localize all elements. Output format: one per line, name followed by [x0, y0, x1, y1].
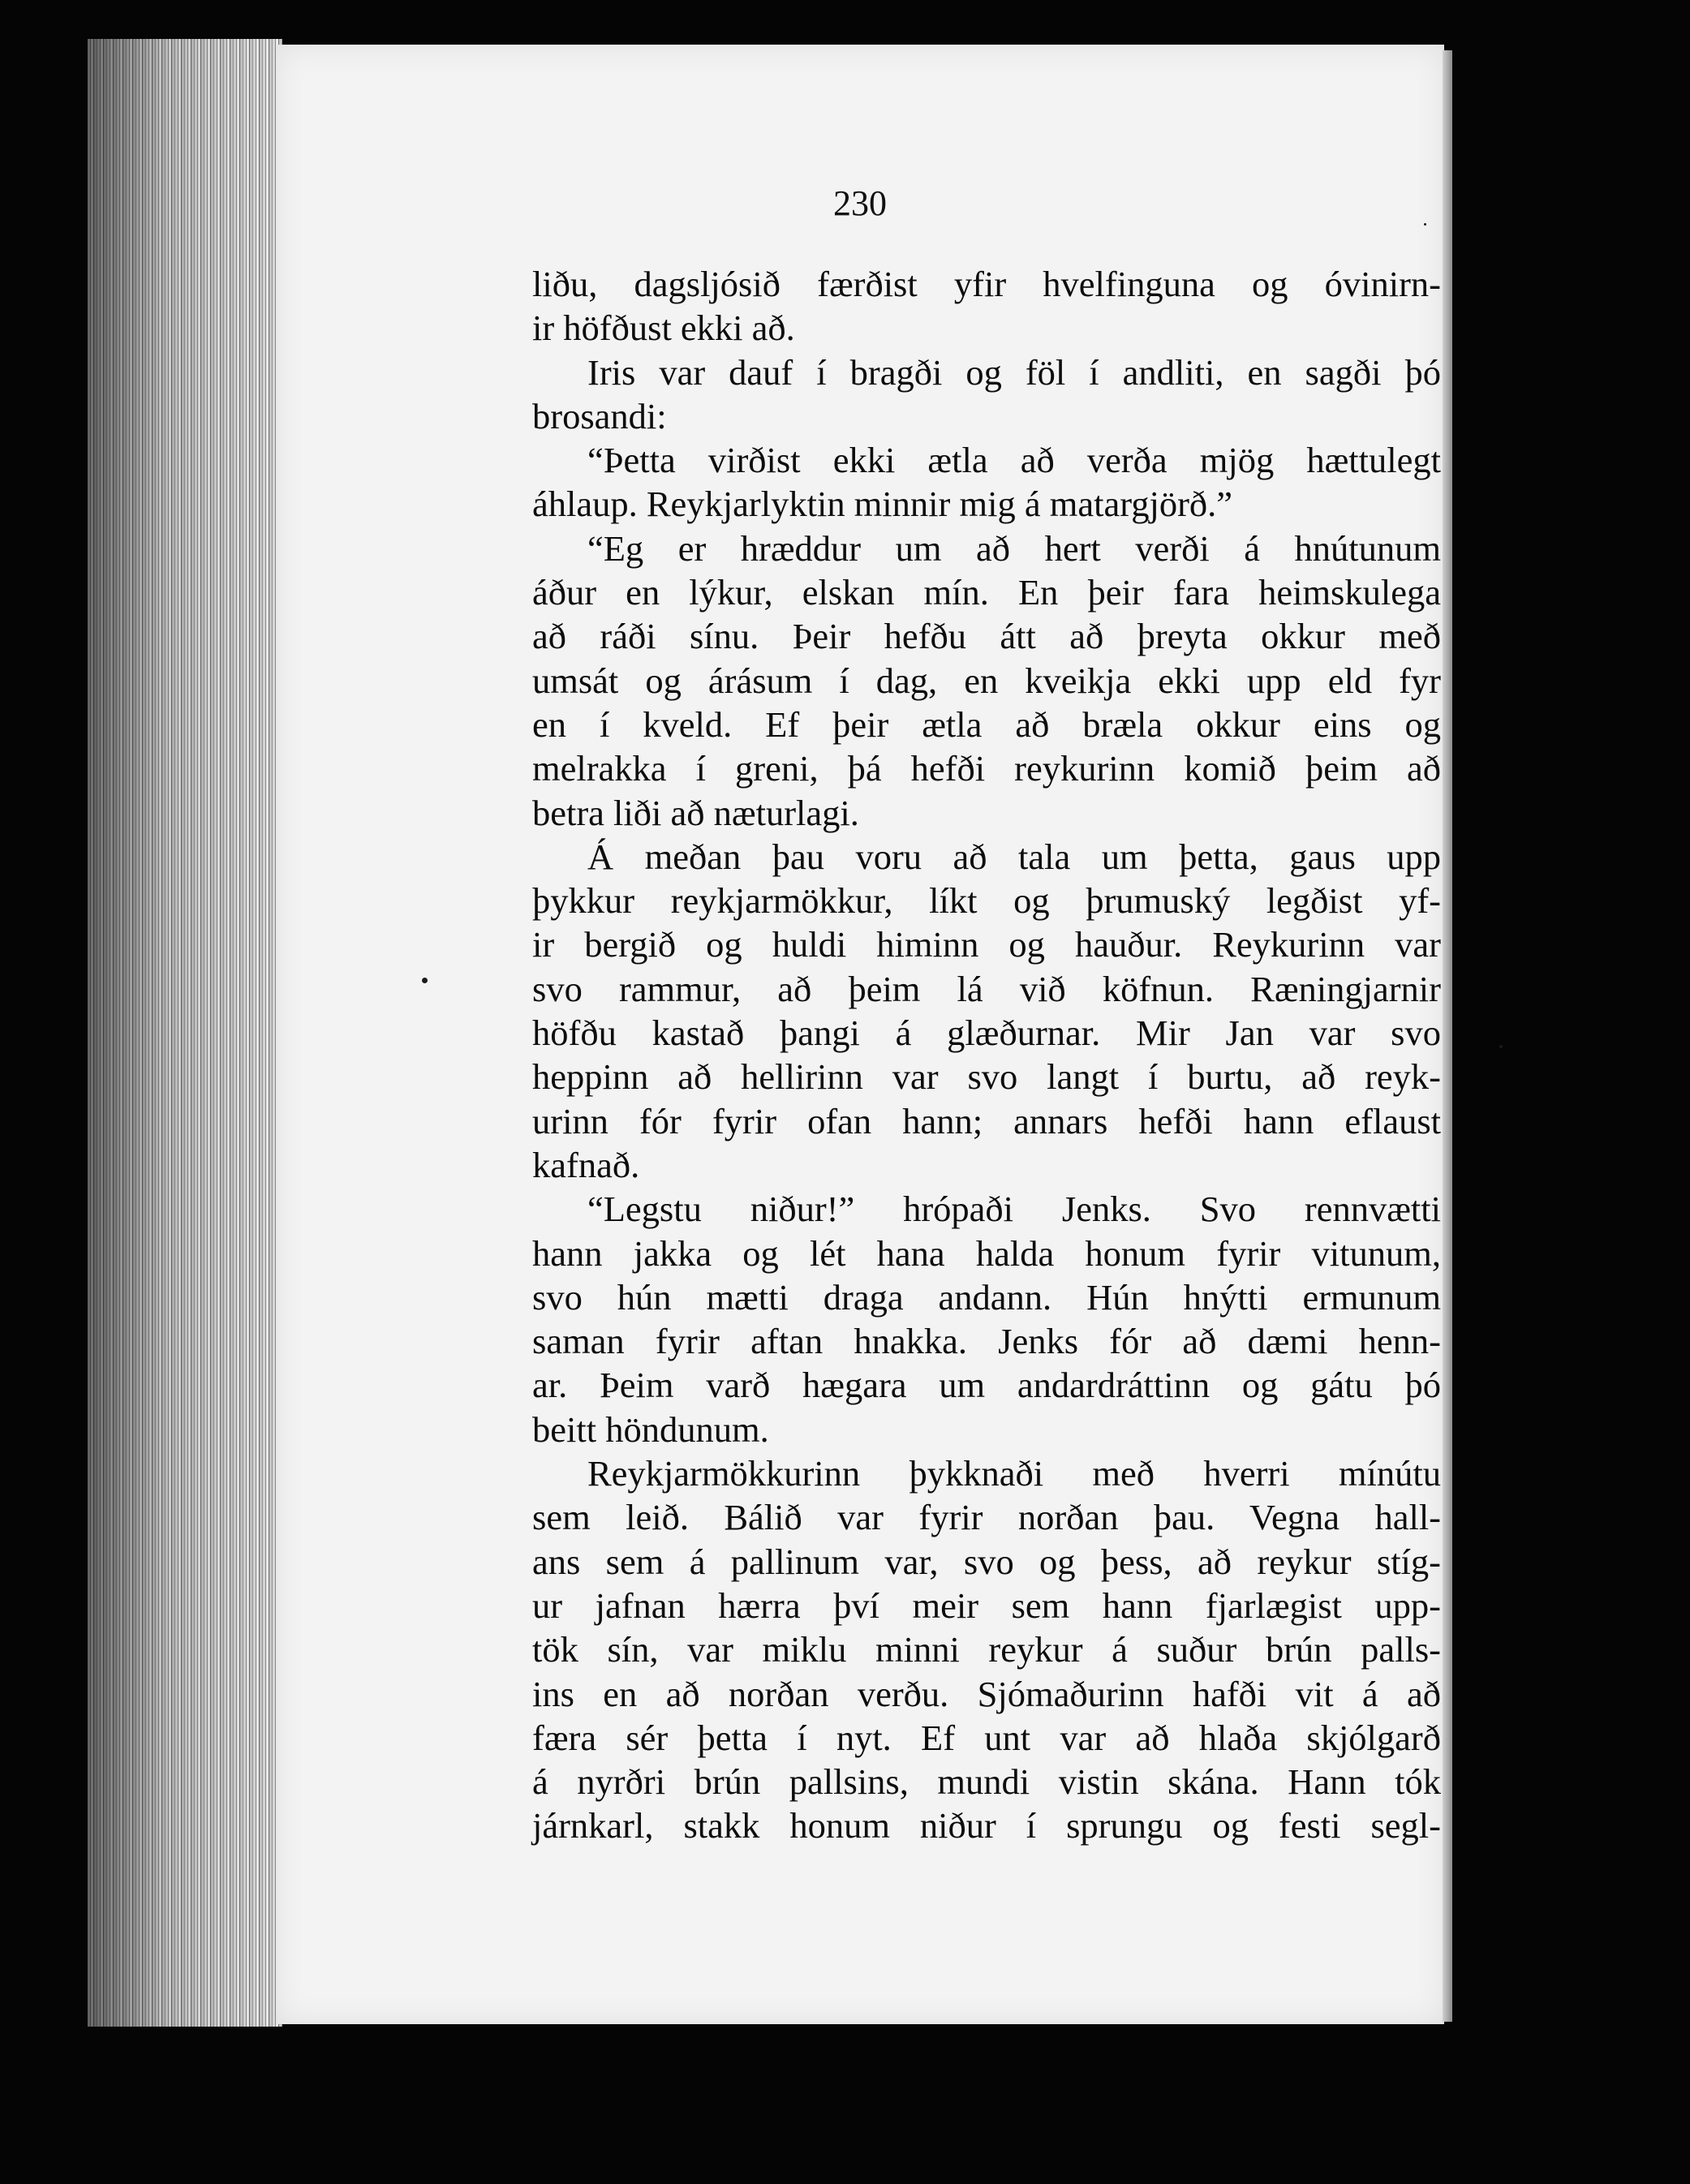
text-line: brosandi: — [532, 395, 667, 436]
text-line: umsát og árásum í dag, en kveikja ekki upp eld fyr — [532, 660, 1441, 701]
text-line: beitt höndunum. — [532, 1408, 769, 1450]
text-line: Á meðan þau voru að tala um þetta, gaus upp — [587, 836, 1441, 877]
text-line: heppinn að hellirinn var svo langt í burtu, að reyk- — [532, 1056, 1441, 1098]
text-line: höfðu kastað þangi á glæðurnar. Mir Jan var svo — [532, 1012, 1441, 1054]
text-line: að ráði sínu. Þeir hefðu átt að þreyta okkur með — [532, 616, 1441, 657]
book-edge-shadow — [88, 39, 282, 2027]
text-line: þykkur reykjarmökkur, líkt og þrumuský legðist yf- — [532, 880, 1441, 922]
text-line: saman fyrir aftan hnakka. Jenks fór að dæmi henn- — [532, 1321, 1441, 1362]
page-number: 230 — [833, 183, 887, 223]
text-line: sem leið. Bálið var fyrir norðan þau. Vegna hall- — [532, 1497, 1441, 1538]
text-line: á nyrðri brún pallsins, mundi vistin skána. Hann tók — [532, 1761, 1441, 1803]
dust-speck — [1499, 1045, 1503, 1048]
body-text — [532, 262, 1441, 1848]
text-line: áður en lýkur, elskan mín. En þeir fara heimskulega — [532, 572, 1441, 613]
text-line: Iris var dauf í bragði og föl í andliti, en sagði þó — [587, 351, 1441, 393]
dust-speck — [1424, 223, 1426, 226]
text-line: áhlaup. Reykjarlyktin minnir mig á matargjörð.” — [532, 484, 1233, 525]
text-line: en í kveld. Ef þeir ætla að bræla okkur eins og — [532, 703, 1441, 745]
text-line: svo rammur, að þeim lá við köfnun. Ræningjarnir — [532, 968, 1441, 1009]
text-line: “Legstu niður!” hrópaði Jenks. Svo rennvætti — [587, 1189, 1441, 1230]
text-line: ar. Þeim varð hægara um andardráttinn og gátu þó — [532, 1365, 1441, 1406]
text-line: urinn fór fyrir ofan hann; annars hefði hann eflaust — [532, 1100, 1441, 1141]
text-line: hann jakka og lét hana halda honum fyrir vitunum, — [532, 1232, 1441, 1274]
text-line: ins en að norðan verðu. Sjómaðurinn hafði vit á að — [532, 1673, 1441, 1714]
text-line: ir höfðust ekki að. — [532, 307, 795, 349]
book-page — [276, 45, 1444, 2024]
text-line: betra liði að næturlagi. — [532, 792, 859, 833]
text-line: færa sér þetta í nyt. Ef unt var að hlaða skjólgarð — [532, 1717, 1441, 1758]
text-line: liðu, dagsljósið færðist yfir hvelfinguna og óvinirn- — [532, 264, 1441, 304]
text-line: Reykjarmökkurinn þykknaði með hverri mínútu — [587, 1453, 1441, 1494]
text-line: ans sem á pallinum var, svo og þess, að reykur stíg- — [532, 1541, 1441, 1582]
text-line: melrakka í greni, þá hefði reykurinn komið þeim að — [532, 748, 1441, 789]
text-line: járnkarl, stakk honum niður í sprungu og festi segl- — [532, 1805, 1441, 1847]
text-line: ir bergið og huldi himinn og hauður. Reykurinn var — [532, 924, 1441, 965]
page-right-edge — [1443, 50, 1452, 2022]
text-line: svo hún mætti draga andann. Hún hnýtti ermunum — [532, 1276, 1441, 1318]
dust-speck — [422, 978, 428, 983]
text-line: “Þetta virðist ekki ætla að verða mjög hættulegt — [587, 440, 1441, 481]
text-line: ur jafnan hærra því meir sem hann fjarlægist upp- — [532, 1584, 1441, 1626]
text-line: tök sín, var miklu minni reykur á suður brún palls- — [532, 1629, 1441, 1670]
text-line: “Eg er hræddur um að hert verði á hnútunum — [587, 527, 1441, 569]
text-line: kafnað. — [532, 1144, 640, 1185]
